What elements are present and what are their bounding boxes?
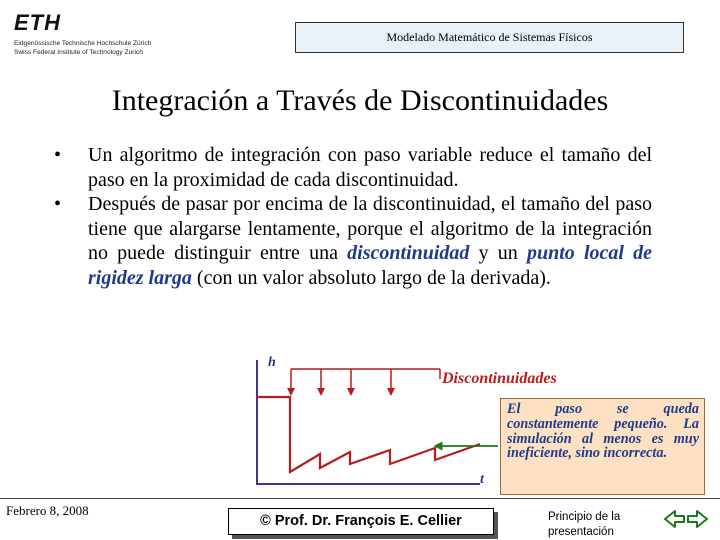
- bullet-item-2: [54, 192, 653, 290]
- annotation-note: El paso se queda constantemente pequeño. La simulación al menos es muy ineficiente, sino incorrecta.: [507, 401, 699, 462]
- next-arrow-icon: [688, 511, 707, 527]
- bullet-icon: •: [54, 144, 62, 166]
- eth-logo-line-2: Swiss Federal Institute of Technology Zurich: [14, 49, 143, 56]
- highlight-punto-rigidez: punto local de rigidez larga: [88, 242, 653, 289]
- bullet-icon: •: [54, 193, 62, 215]
- bullet-2-part-a: Después de pasar por encima de la discontinuidad, el tamaño del paso tiene que alargarse lentamente, porque el algoritmo de la integración no puede distinguir entre una: [88, 193, 652, 264]
- start-of-presentation-link[interactable]: Principio de la presentación: [548, 511, 621, 538]
- prev-next-arrows-icon[interactable]: [664, 508, 708, 530]
- slide-title: Integración a Través de Discontinuidades: [111, 84, 609, 117]
- author-credit: © Prof. Dr. François E. Cellier: [228, 508, 494, 535]
- annotation-note-box: [500, 398, 705, 495]
- bullet-text-1: Un algoritmo de integración con paso variable reduce el tamaño del paso en la proximidad de cada discontinuidad.: [88, 144, 652, 191]
- highlight-discontinuidad: discontinuidad: [347, 242, 470, 264]
- discontinuities-label: Discontinuidades: [442, 370, 557, 387]
- course-title: Modelado Matemático de Sistemas Físicos: [386, 30, 593, 44]
- step-size-curve: [257, 397, 480, 472]
- bullet-2-part-b: y un: [469, 242, 527, 264]
- footer-divider: [0, 498, 720, 499]
- bullet-item-1: [54, 143, 652, 192]
- bullet-list: [54, 143, 653, 290]
- footer-date: Febrero 8, 2008: [6, 503, 89, 518]
- eth-logo-wordmark: ETH: [14, 10, 61, 35]
- eth-logo-line-1: Eidgenössische Technische Hochschule Zürich: [14, 40, 152, 47]
- eth-logo: [14, 12, 224, 62]
- previous-arrow-icon: [665, 511, 684, 527]
- bullet-text-2: [88, 192, 652, 290]
- bullet-2-part-c: (con un valor absoluto largo de la derivada).: [191, 266, 551, 289]
- course-title-box: [295, 22, 684, 53]
- y-axis-label: h: [268, 355, 276, 370]
- x-axis-label: t: [480, 472, 484, 487]
